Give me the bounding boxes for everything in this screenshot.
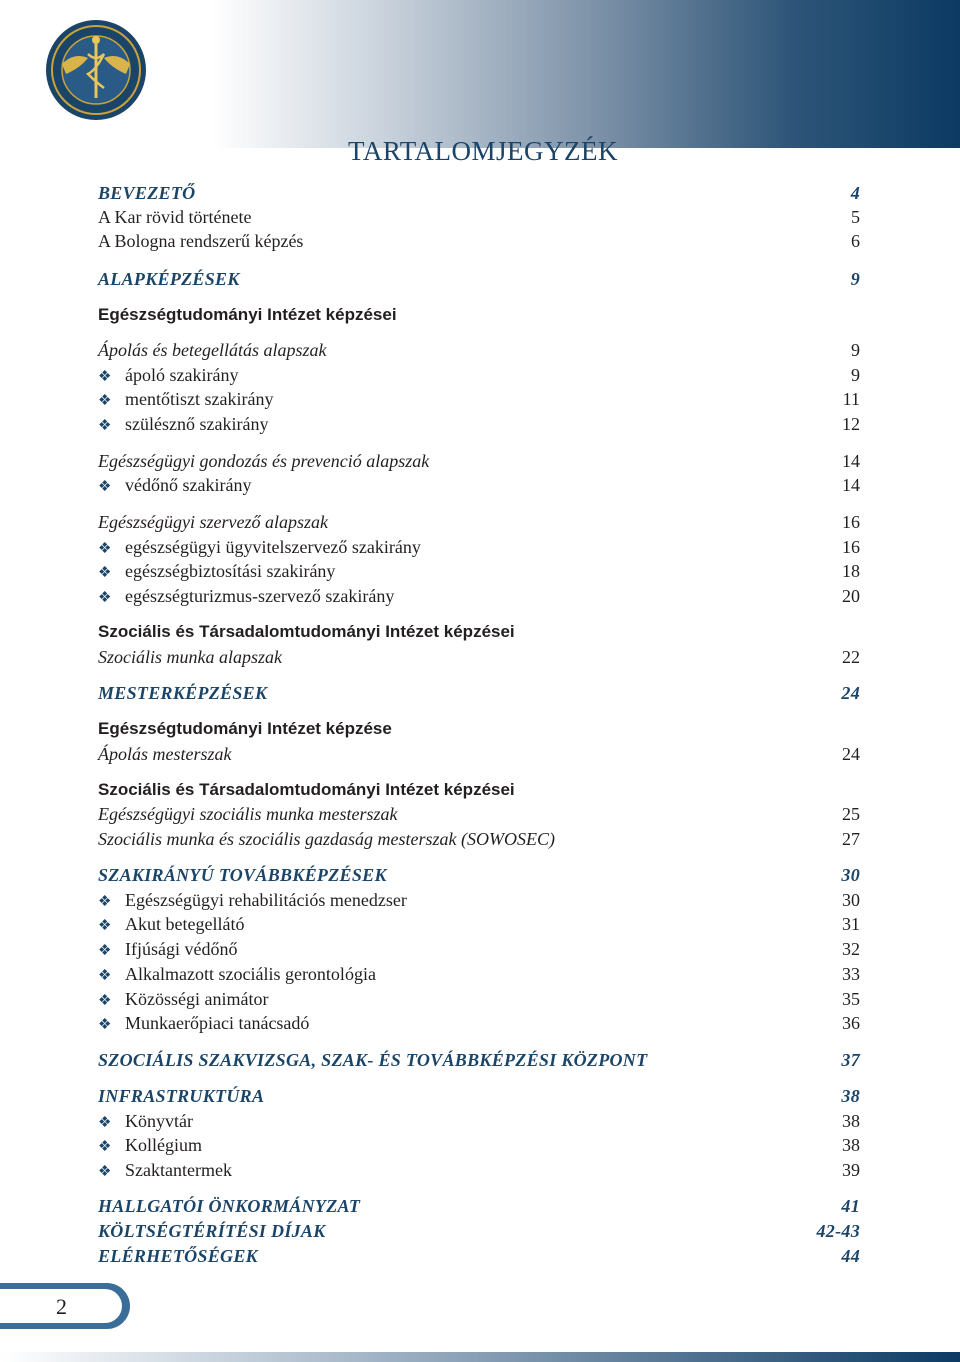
toc-entry[interactable] bbox=[98, 646, 860, 668]
toc-entry[interactable] bbox=[98, 364, 860, 388]
toc-entry-title bbox=[98, 646, 282, 668]
toc-page-number: 25 bbox=[842, 804, 860, 824]
toc-entry-text: BEVEZETŐ bbox=[98, 183, 196, 203]
toc-entry-text: MESTERKÉPZÉSEK bbox=[98, 683, 268, 703]
toc-page-number: 6 bbox=[851, 231, 860, 251]
toc-entry-text: Szociális munka és szociális gazdaság mesterszak (SOWOSEC) bbox=[98, 829, 555, 849]
diamond-bullet-icon: ❖ bbox=[98, 918, 112, 934]
toc-entry-title bbox=[98, 913, 244, 937]
toc-entry-title bbox=[98, 621, 515, 643]
toc-entry[interactable] bbox=[98, 1245, 860, 1267]
toc-entry-title bbox=[98, 963, 376, 987]
toc-entry[interactable] bbox=[98, 743, 860, 765]
toc-entry-title bbox=[98, 364, 238, 388]
toc-entry-text: SZAKIRÁNYÚ TOVÁBBKÉPZÉSEK bbox=[98, 865, 387, 885]
toc-entry-title bbox=[98, 474, 251, 498]
toc-entry-text: Szaktantermek bbox=[125, 1160, 232, 1180]
toc-entry-text: egészségturizmus-szervező szakirány bbox=[125, 586, 395, 606]
toc-entry-text: Akut betegellátó bbox=[125, 914, 245, 934]
toc-entry-title bbox=[98, 682, 267, 704]
toc-entry-text: A Kar rövid története bbox=[98, 207, 252, 227]
toc-entry-title bbox=[98, 1085, 264, 1107]
toc-entry[interactable] bbox=[98, 388, 860, 412]
toc-page-number: 30 bbox=[841, 865, 860, 885]
toc-entry-text: egészségbiztosítási szakirány bbox=[125, 561, 336, 581]
toc-entry-text: Ápolás és betegellátás alapszak bbox=[98, 340, 327, 360]
toc-page-number: 22 bbox=[842, 647, 860, 667]
toc-entry[interactable] bbox=[98, 963, 860, 987]
toc-entry-title bbox=[98, 511, 328, 533]
toc-entry-text: Egészségügyi rehabilitációs menedzser bbox=[125, 890, 407, 910]
toc-entry-text: Közösségi animátor bbox=[125, 989, 269, 1009]
toc-entry-title bbox=[98, 536, 421, 560]
diamond-bullet-icon: ❖ bbox=[98, 968, 112, 984]
toc-entry[interactable] bbox=[98, 682, 860, 704]
toc-entry-title bbox=[98, 304, 397, 326]
toc-entry[interactable] bbox=[98, 1085, 860, 1107]
toc-page-number: 30 bbox=[842, 890, 860, 910]
toc-entry-title bbox=[98, 938, 237, 962]
toc-page-number: 41 bbox=[841, 1196, 860, 1216]
toc-entry[interactable] bbox=[98, 621, 860, 643]
toc-entry[interactable] bbox=[98, 779, 860, 801]
toc-page-number: 33 bbox=[842, 964, 860, 984]
toc-entry[interactable] bbox=[98, 913, 860, 937]
toc-page-number: 14 bbox=[842, 475, 860, 495]
toc-entry-title bbox=[98, 268, 240, 290]
toc-entry[interactable] bbox=[98, 1159, 860, 1183]
toc-entry[interactable] bbox=[98, 536, 860, 560]
toc-entry[interactable] bbox=[98, 1012, 860, 1036]
toc-page-number: 35 bbox=[842, 989, 860, 1009]
toc-entry[interactable] bbox=[98, 585, 860, 609]
toc-entry[interactable] bbox=[98, 450, 860, 472]
toc-entry[interactable] bbox=[98, 1134, 860, 1158]
toc-entry-text: védőnő szakirány bbox=[125, 475, 252, 495]
toc-page-number: 27 bbox=[842, 829, 860, 849]
toc-entry-title bbox=[98, 450, 429, 472]
toc-entry-text: ELÉRHETŐSÉGEK bbox=[98, 1246, 258, 1266]
toc-entry-title bbox=[98, 230, 303, 252]
toc-entry-title bbox=[98, 1195, 360, 1217]
toc-page-number: 38 bbox=[842, 1111, 860, 1131]
diamond-bullet-icon: ❖ bbox=[98, 565, 112, 581]
toc-entry-title bbox=[98, 803, 397, 825]
toc-entry[interactable] bbox=[98, 938, 860, 962]
toc-page-number: 9 bbox=[851, 365, 860, 385]
toc-entry[interactable] bbox=[98, 988, 860, 1012]
toc-page-number: 24 bbox=[842, 744, 860, 764]
toc-entry-text: KÖLTSÉGTÉRÍTÉSI DÍJAK bbox=[98, 1221, 326, 1241]
toc-entry[interactable] bbox=[98, 182, 860, 204]
diamond-bullet-icon: ❖ bbox=[98, 993, 112, 1009]
toc-entry-text: Egészségügyi gondozás és prevenció alapszak bbox=[98, 451, 430, 471]
toc-page-number: 32 bbox=[842, 939, 860, 959]
diamond-bullet-icon: ❖ bbox=[98, 1017, 112, 1033]
toc-entry-title bbox=[98, 1049, 647, 1071]
toc-page-number: 39 bbox=[842, 1160, 860, 1180]
toc-entry-title bbox=[98, 413, 268, 437]
toc-entry-title bbox=[98, 1012, 309, 1036]
toc-entry-title bbox=[98, 1220, 326, 1242]
diamond-bullet-icon: ❖ bbox=[98, 479, 112, 495]
toc-entry[interactable] bbox=[98, 230, 860, 252]
toc-entry[interactable] bbox=[98, 560, 860, 584]
toc-entry[interactable] bbox=[98, 413, 860, 437]
diamond-bullet-icon: ❖ bbox=[98, 1139, 112, 1155]
toc-entry-title bbox=[98, 585, 394, 609]
diamond-bullet-icon: ❖ bbox=[98, 418, 112, 434]
toc-entry[interactable] bbox=[98, 474, 860, 498]
toc-page-number: 44 bbox=[841, 1246, 860, 1266]
toc-entry-text: szülésznő szakirány bbox=[125, 414, 269, 434]
toc-entry-text: Alkalmazott szociális gerontológia bbox=[125, 964, 376, 984]
toc-entry-title bbox=[98, 1159, 232, 1183]
toc-entry-text: INFRASTRUKTÚRA bbox=[98, 1086, 265, 1106]
toc-page-number: 4 bbox=[850, 183, 860, 203]
toc-entry-text: Munkaerőpiaci tanácsadó bbox=[125, 1013, 310, 1033]
toc-entry[interactable] bbox=[98, 864, 860, 886]
toc-page-number: 38 bbox=[842, 1135, 860, 1155]
toc-entry-text: ALAPKÉPZÉSEK bbox=[98, 269, 240, 289]
toc-entry-text: Egészségtudományi Intézet képzése bbox=[98, 719, 392, 738]
toc-page-number: 31 bbox=[842, 914, 860, 934]
toc-entry[interactable] bbox=[98, 718, 860, 740]
toc-entry-title bbox=[98, 339, 326, 361]
toc-entry-title bbox=[98, 560, 335, 584]
diamond-bullet-icon: ❖ bbox=[98, 894, 112, 910]
toc-entry-text: Egészségügyi szociális munka mesterszak bbox=[98, 804, 398, 824]
toc-entry[interactable] bbox=[98, 1110, 860, 1134]
toc-entry[interactable] bbox=[98, 304, 860, 326]
toc-entry[interactable] bbox=[98, 889, 860, 913]
toc-entry-text: Szociális és Társadalomtudományi Intézet képzései bbox=[98, 622, 515, 641]
toc-entry[interactable] bbox=[98, 339, 860, 361]
toc-page-number: 38 bbox=[841, 1086, 860, 1106]
diamond-bullet-icon: ❖ bbox=[98, 943, 112, 959]
toc-entry[interactable] bbox=[98, 206, 860, 228]
toc-entry-title bbox=[98, 1245, 258, 1267]
toc-entry-title bbox=[98, 388, 273, 412]
toc-entry[interactable] bbox=[98, 828, 860, 850]
toc-entry-title bbox=[98, 718, 392, 740]
toc-entry-text: Ápolás mesterszak bbox=[98, 744, 232, 764]
toc-page-number: 42-43 bbox=[816, 1221, 860, 1241]
toc-page-number: 16 bbox=[842, 537, 860, 557]
diamond-bullet-icon: ❖ bbox=[98, 541, 112, 557]
toc-page-number: 36 bbox=[842, 1013, 860, 1033]
toc-entry-title bbox=[98, 206, 251, 228]
toc-entry-text: Szociális és Társadalomtudományi Intézet képzései bbox=[98, 780, 515, 799]
diamond-bullet-icon: ❖ bbox=[98, 369, 112, 385]
toc-entry-text: mentőtiszt szakirány bbox=[125, 389, 274, 409]
toc-page-number: 37 bbox=[841, 1050, 860, 1070]
toc-entry-text: Kollégium bbox=[125, 1135, 202, 1155]
page-number: 2 bbox=[56, 1294, 67, 1319]
toc-entry-text: HALLGATÓI ÖNKORMÁNYZAT bbox=[98, 1196, 361, 1216]
toc-entry-title bbox=[98, 828, 555, 850]
toc-entry-title bbox=[98, 743, 232, 765]
toc-entry-title bbox=[98, 779, 515, 801]
diamond-bullet-icon: ❖ bbox=[98, 393, 112, 409]
toc-page-number: 24 bbox=[841, 683, 860, 703]
toc-entry-title bbox=[98, 182, 195, 204]
toc-page-number: 14 bbox=[842, 451, 860, 471]
diamond-bullet-icon: ❖ bbox=[98, 590, 112, 606]
toc-entry[interactable] bbox=[98, 511, 860, 533]
toc-entry-title bbox=[98, 1134, 202, 1158]
footer-band bbox=[0, 1352, 960, 1362]
toc-entry-text: egészségügyi ügyvitelszervező szakirány bbox=[125, 537, 421, 557]
toc-page-number: 16 bbox=[842, 512, 860, 532]
diamond-bullet-icon: ❖ bbox=[98, 1164, 112, 1180]
toc-page-number: 20 bbox=[842, 586, 860, 606]
toc-entry[interactable] bbox=[98, 1220, 860, 1242]
toc-entry-text: SZOCIÁLIS SZAKVIZSGA, SZAK- ÉS TOVÁBBKÉPZÉSI KÖZPONT bbox=[98, 1050, 648, 1070]
page-title: TARTALOMJEGYZÉK bbox=[348, 136, 619, 166]
toc-entry-title bbox=[98, 988, 268, 1012]
toc-entry[interactable] bbox=[98, 1195, 860, 1217]
toc-entry-text: Egészségtudományi Intézet képzései bbox=[98, 305, 397, 324]
toc-entry-text: Ifjúsági védőnő bbox=[125, 939, 238, 959]
toc-page-number: 12 bbox=[842, 414, 860, 434]
toc-entry-text: ápoló szakirány bbox=[125, 365, 239, 385]
toc-entry-title bbox=[98, 889, 407, 913]
toc-page-number: 18 bbox=[842, 561, 860, 581]
toc-entry-title bbox=[98, 1110, 193, 1134]
toc-entry[interactable] bbox=[98, 803, 860, 825]
toc-page-number: 9 bbox=[851, 340, 860, 360]
university-seal-logo bbox=[44, 18, 148, 122]
toc-page-number: 9 bbox=[850, 269, 860, 289]
toc-entry-text: Könyvtár bbox=[125, 1111, 193, 1131]
toc-entry-text: A Bologna rendszerű képzés bbox=[98, 231, 304, 251]
toc-entry[interactable] bbox=[98, 268, 860, 290]
toc-entry-title bbox=[98, 864, 387, 886]
toc-entry[interactable] bbox=[98, 1049, 860, 1071]
toc-page-number: 11 bbox=[842, 389, 860, 409]
diamond-bullet-icon: ❖ bbox=[98, 1115, 112, 1131]
toc-entry-text: Egészségügyi szervező alapszak bbox=[98, 512, 328, 532]
toc-page-number: 5 bbox=[851, 207, 860, 227]
toc-entry-text: Szociális munka alapszak bbox=[98, 647, 282, 667]
